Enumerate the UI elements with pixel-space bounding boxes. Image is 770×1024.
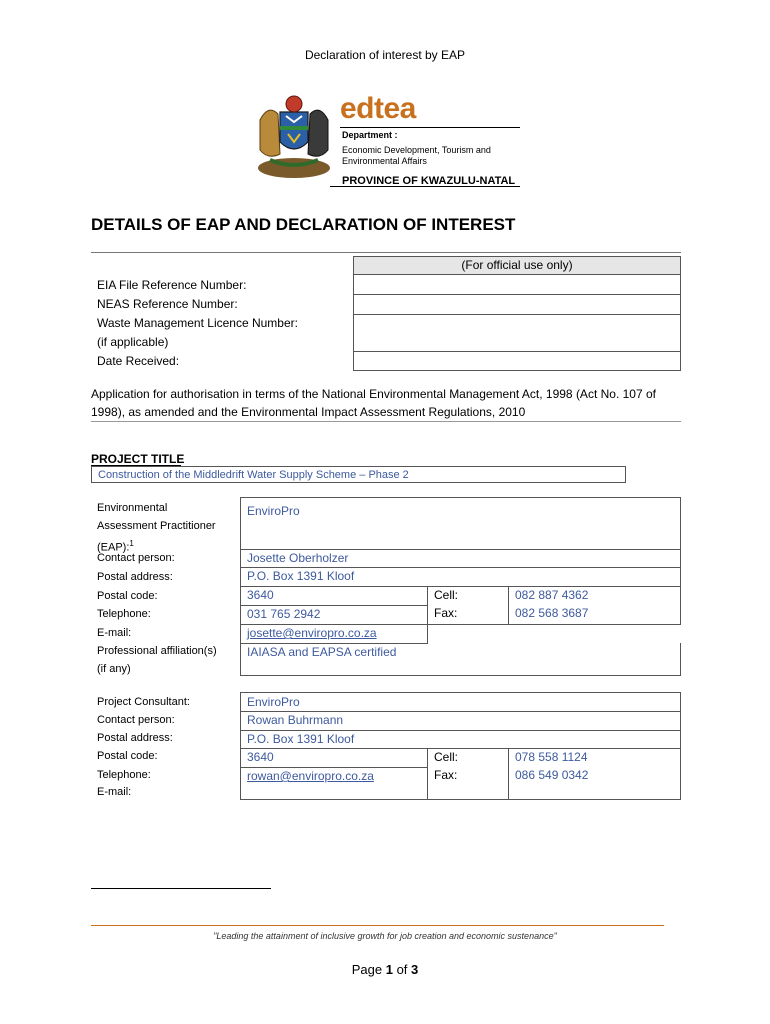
department-line: Economic Development, Tourism and <box>342 145 491 155</box>
application-statement: Application for authorisation in terms of the National Environmental Management Act, 1998 (Act No. 107 of 1998), as amended and the Environmental Impact Assessment Regulations, 2010 <box>91 387 656 419</box>
page-prefix: Page <box>351 962 386 977</box>
footnote-divider <box>91 888 271 889</box>
consultant-name-value: EnviroPro <box>247 695 300 709</box>
official-use-box <box>353 256 681 371</box>
eap-postal-code-value: 3640 <box>247 588 274 602</box>
eia-reference-field[interactable] <box>354 275 680 295</box>
brand-logo-text: edtea <box>340 92 416 125</box>
province-label: PROVINCE OF KWAZULU-NATAL <box>342 175 516 187</box>
coat-of-arms-icon <box>248 90 340 186</box>
page-total: 3 <box>411 962 419 977</box>
eap-label <box>97 499 216 557</box>
consultant-contact-label: Contact person: <box>97 714 175 726</box>
eap-cell-value: 082 887 4362 <box>515 588 589 602</box>
consultant-fax-label: Fax: <box>434 768 458 782</box>
consultant-cell-value: 078 558 1124 <box>515 750 588 764</box>
eap-telephone-value: 031 765 2942 <box>247 607 321 621</box>
department-name <box>342 145 491 167</box>
consultant-contact-value: Rowan Buhrmann <box>247 713 344 727</box>
department-line: Environmental Affairs <box>342 156 427 166</box>
page-current: 1 <box>385 962 393 977</box>
consultant-fax-value: 086 549 0342 <box>515 768 589 782</box>
eap-fax-label: Fax: <box>434 606 458 620</box>
eap-name-value: EnviroPro <box>247 504 300 518</box>
title-divider <box>91 252 681 253</box>
consultant-postal-code-cell <box>240 748 428 768</box>
eap-postal-code-cell <box>240 586 428 606</box>
eap-postal-code-label: Postal code: <box>97 590 158 602</box>
consultant-telephone-label: Telephone: <box>97 769 151 781</box>
eap-affiliation-value: IAIASA and EAPSA certified <box>247 645 397 659</box>
affiliation-label-line: (if any) <box>97 663 131 675</box>
consultant-postal-address-value: P.O. Box 1391 Kloof <box>247 732 355 746</box>
consultant-email-link[interactable]: rowan@enviropro.co.za <box>247 769 374 783</box>
eap-fax-value: 082 568 3687 <box>515 606 589 620</box>
reference-label: NEAS Reference Number: <box>97 297 238 311</box>
eap-cell-label: Cell: <box>434 588 459 602</box>
consultant-name-cell <box>240 692 681 712</box>
page-of: of <box>392 962 412 977</box>
eap-email-label: E-mail: <box>97 627 132 639</box>
consultant-postal-address-label: Postal address: <box>97 732 173 744</box>
eap-affiliation-label <box>97 642 217 678</box>
eap-email-cell <box>240 624 428 644</box>
reference-label: Waste Management Licence Number: <box>97 316 298 330</box>
eap-email-link[interactable]: josette@enviropro.co.za <box>247 626 377 640</box>
reference-label: (if applicable) <box>97 335 169 349</box>
project-title-value: Construction of the Middledrift Water Supply Scheme – Phase 2 <box>91 466 626 483</box>
eap-contact-label: Contact person: <box>97 552 175 564</box>
consultant-cell-fax-label-cell <box>427 748 509 800</box>
section-divider <box>91 421 681 422</box>
footer-tagline: "Leading the attainment of inclusive growth for job creation and economic sustenance" <box>213 931 557 941</box>
eap-label-line: Environmental <box>97 502 168 514</box>
consultant-postal-address-cell <box>240 730 681 749</box>
footer-divider <box>91 925 664 926</box>
consultant-label: Project Consultant: <box>97 696 190 708</box>
eap-contact-cell <box>240 549 681 568</box>
department-label: Department : <box>342 130 398 140</box>
consultant-contact-cell <box>240 711 681 731</box>
eap-label-line: Assessment Practitioner <box>97 520 216 532</box>
eap-postal-address-label: Postal address: <box>97 571 173 583</box>
consultant-email-label: E-mail: <box>97 786 132 798</box>
consultant-cell-label: Cell: <box>434 750 459 764</box>
eap-affiliation-cell <box>240 643 681 676</box>
eap-cell-fax-value-cell <box>508 586 681 625</box>
eap-telephone-cell <box>240 605 428 625</box>
reference-label: EIA File Reference Number: <box>97 278 247 292</box>
footnote-marker: 1 <box>129 539 134 548</box>
eap-postal-address-cell <box>240 567 681 587</box>
eap-postal-address-value: P.O. Box 1391 Kloof <box>247 569 355 583</box>
consultant-email-cell <box>240 767 428 800</box>
eap-contact-value: Josette Oberholzer <box>247 551 349 565</box>
page-title: DETAILS OF EAP AND DECLARATION OF INTEREST <box>91 215 516 234</box>
official-use-heading: (For official use only) <box>354 257 680 275</box>
affiliation-label-line: Professional affiliation(s) <box>97 645 217 657</box>
reference-label: Date Received: <box>97 354 180 368</box>
date-received-field[interactable] <box>354 352 680 370</box>
document-header: Declaration of interest by EAP <box>304 48 466 62</box>
consultant-cell-fax-value-cell <box>508 748 681 800</box>
reference-labels <box>97 276 298 371</box>
consultant-postal-code-label: Postal code: <box>97 750 158 762</box>
eap-name-cell <box>240 497 681 550</box>
eap-label-text: (EAP): <box>97 541 130 554</box>
logo-divider-bottom <box>330 186 520 187</box>
project-title-heading: PROJECT TITLE <box>91 452 185 466</box>
consultant-postal-code-value: 3640 <box>247 750 274 764</box>
page-number <box>0 962 770 977</box>
neas-reference-field[interactable] <box>354 295 680 315</box>
logo-divider <box>340 127 520 128</box>
waste-licence-field[interactable] <box>354 315 680 352</box>
eap-cell-fax-label-cell <box>427 586 509 625</box>
eap-telephone-label: Telephone: <box>97 608 151 620</box>
